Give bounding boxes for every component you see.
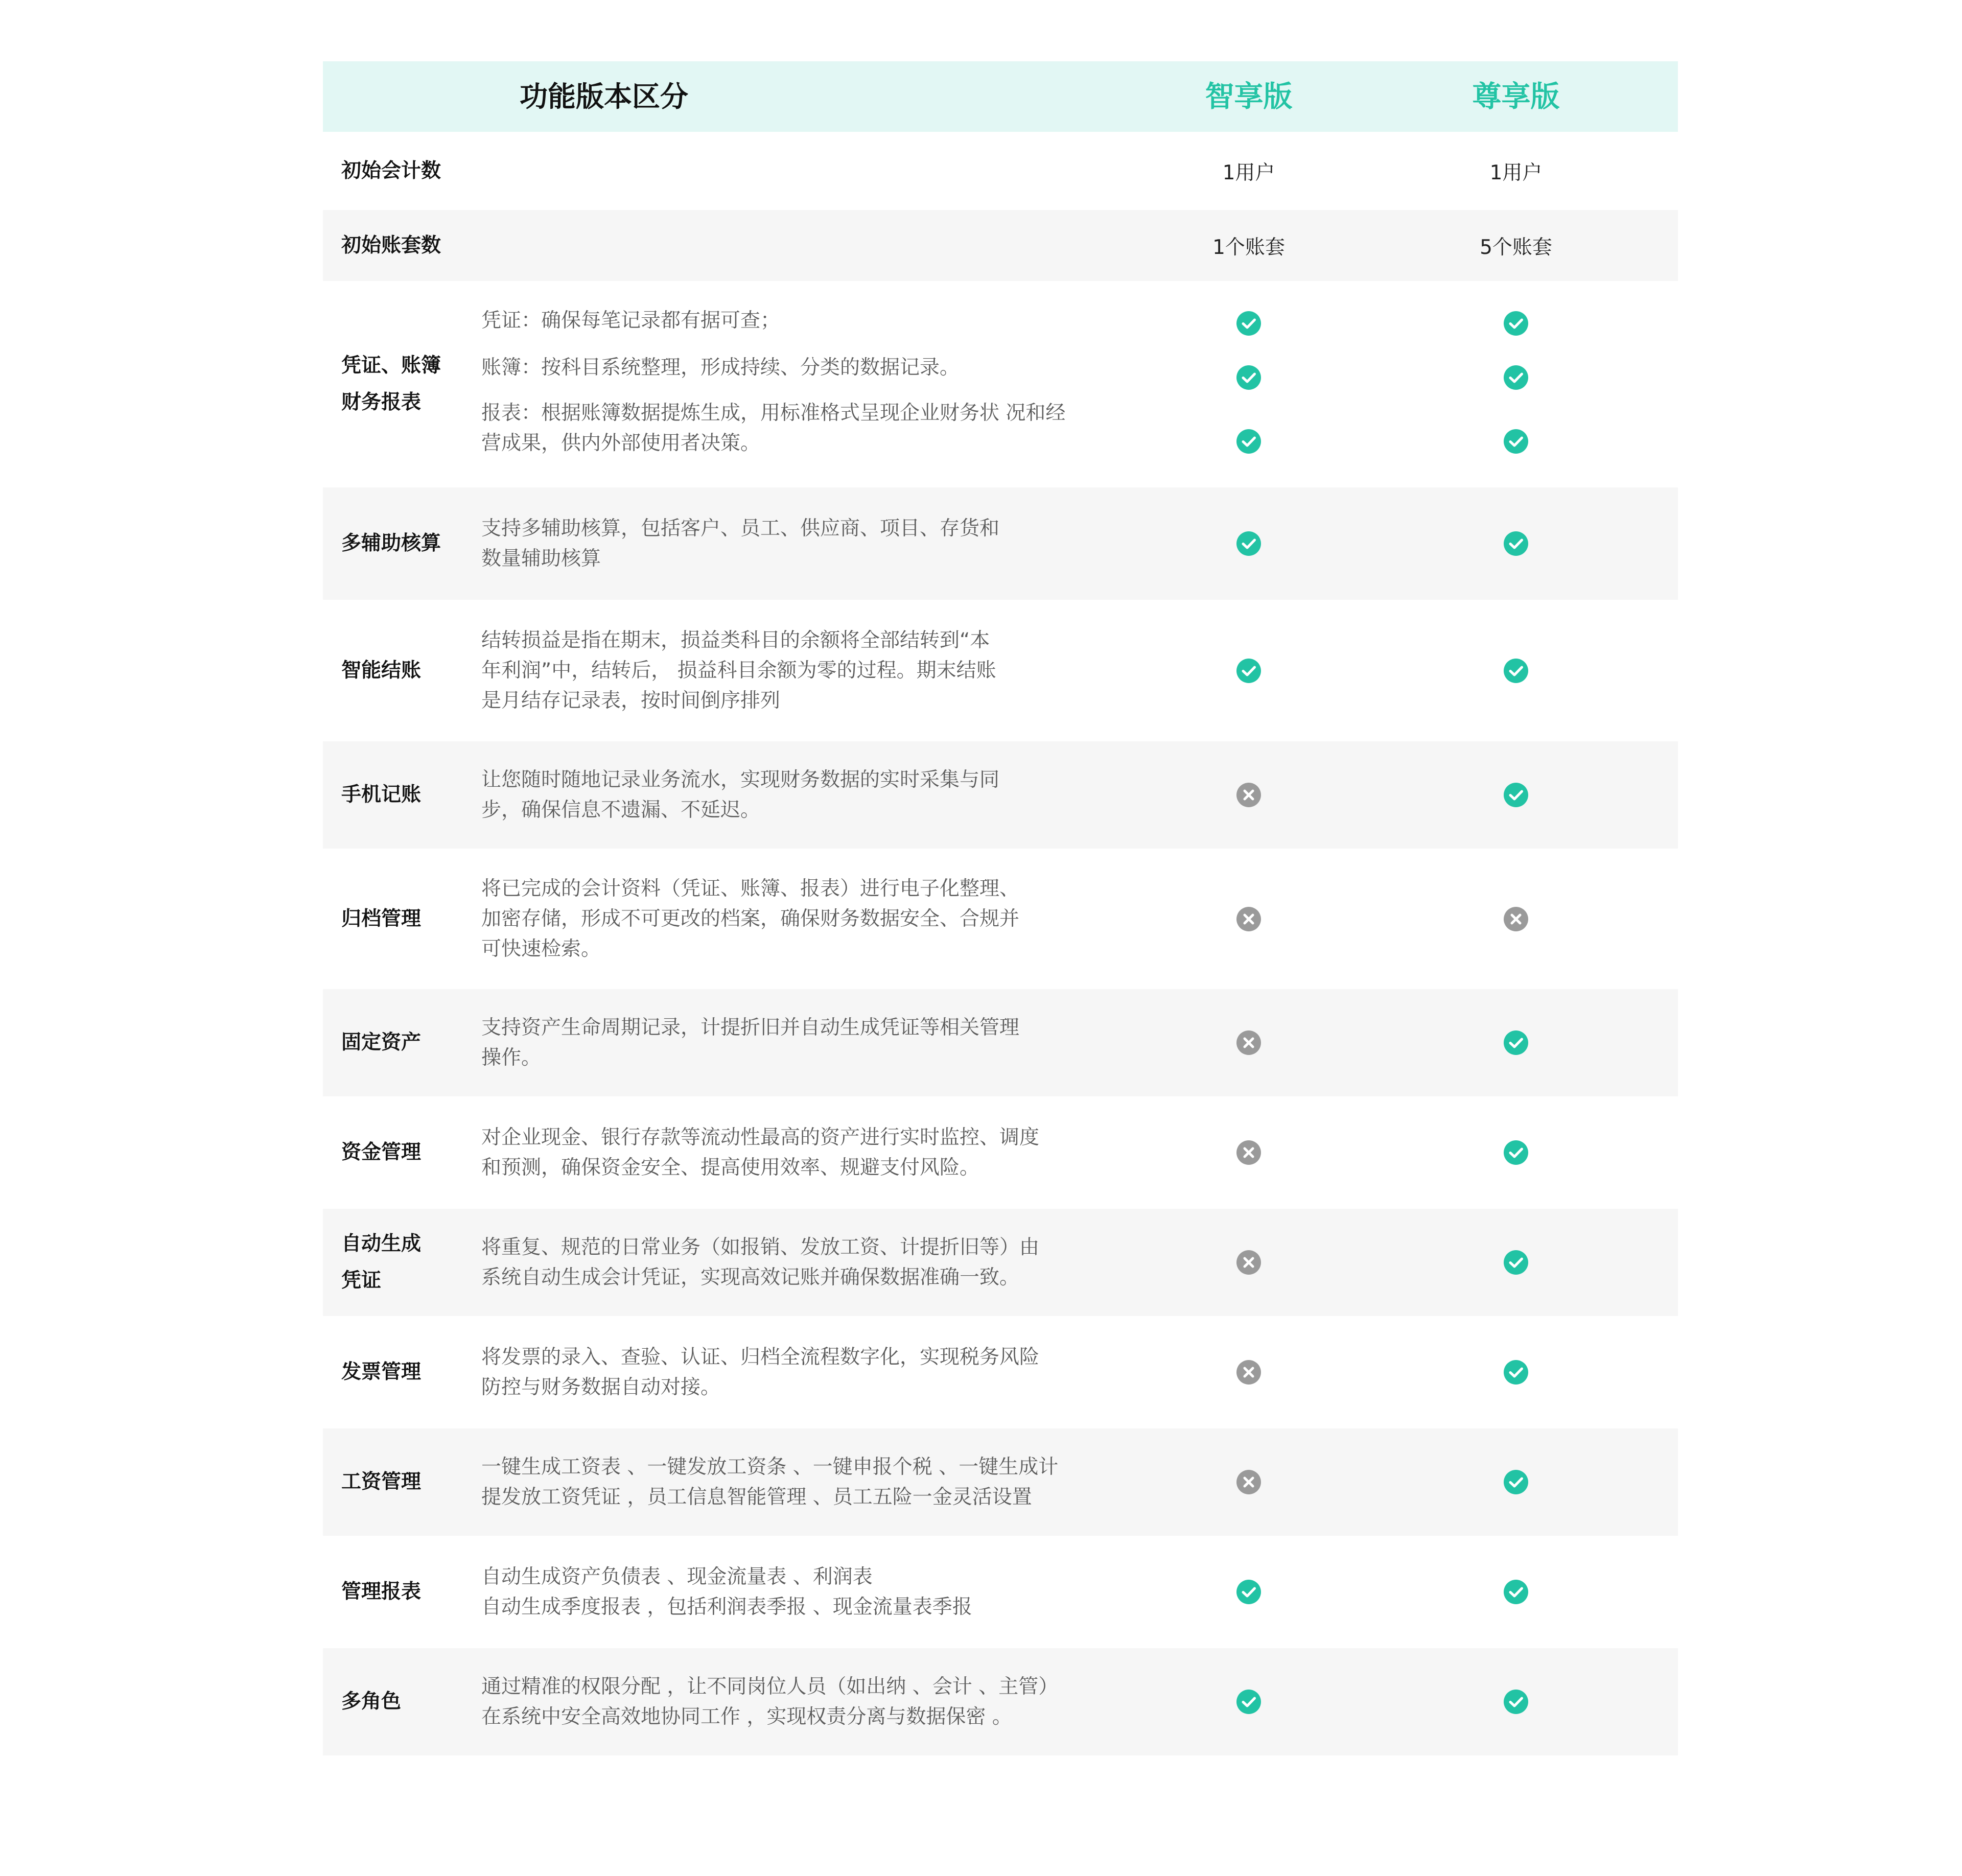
value-zunxiang	[1414, 1648, 1618, 1755]
table-title: 功能版本区分	[520, 80, 689, 113]
description-line: 报表：根据账簿数据提炼生成，用标准格式呈现企业财务状	[481, 402, 1000, 425]
value-zhixiang	[1147, 1648, 1351, 1755]
check-icon	[1503, 782, 1529, 808]
description-line: 将已完成的会计资料（凭证、账簿、报表）进行电子化整理、	[481, 877, 1020, 900]
feature-description	[481, 1316, 1079, 1428]
description-line: 在系统中安全高效地协同工作 ，实现权责分离与数据保密 。	[481, 1705, 1012, 1728]
table-row-multi-auxiliary	[323, 487, 1678, 600]
feature-name	[341, 1209, 469, 1316]
feature-description	[481, 1536, 1079, 1648]
feature-name-line: 智能结账	[341, 659, 422, 682]
cross-icon	[1236, 906, 1262, 932]
description-line: 凭证：确保每笔记录都有据可查；	[481, 309, 781, 332]
value-zunxiang	[1414, 1096, 1618, 1209]
description-line: 自动生成资产负债表 、现金流量表 、利润表	[481, 1565, 873, 1588]
check-icon	[1236, 429, 1262, 454]
check-icon	[1236, 1579, 1262, 1605]
description-line: 是月结存记录表，按时间倒序排列	[481, 689, 781, 712]
description-line: 加密存储，形成不可更改的档案，确保财务数据安全、合规并	[481, 907, 1020, 930]
feature-name	[341, 281, 469, 487]
feature-name-line: 凭证、账簿	[341, 354, 441, 377]
value-zhixiang	[1147, 741, 1351, 849]
check-icon	[1503, 311, 1529, 336]
check-icon	[1503, 1250, 1529, 1275]
table-row-multi-role	[323, 1648, 1678, 1755]
cross-icon	[1236, 1250, 1262, 1275]
feature-name-line: 管理报表	[341, 1580, 422, 1603]
check-icon	[1503, 1689, 1529, 1715]
table-row-smart-closing	[323, 600, 1678, 741]
cross-icon	[1236, 1140, 1262, 1165]
feature-name: 初始账套数	[341, 233, 441, 257]
feature-name-line: 多角色	[341, 1690, 402, 1713]
check-icon	[1503, 1140, 1529, 1165]
feature-comparison-table	[323, 61, 1678, 1755]
value-zhixiang: 1用户	[1222, 161, 1275, 184]
table-row-invoice-management	[323, 1316, 1678, 1428]
value-zhixiang	[1147, 1428, 1351, 1536]
feature-name-line: 资金管理	[341, 1141, 422, 1164]
feature-name-line: 多辅助核算	[341, 532, 441, 555]
feature-name: 初始会计数	[341, 159, 441, 182]
table-row-mobile-bookkeeping	[323, 741, 1678, 849]
description-line: 结转损益是指在期末，损益类科目的余额将全部结转到“本	[481, 629, 990, 652]
description-line: 自动生成季度报表 ，包括利润表季报 、现金流量表季报	[481, 1596, 972, 1619]
value-zhixiang	[1147, 600, 1351, 741]
cross-icon	[1236, 1030, 1262, 1056]
check-icon	[1236, 365, 1262, 390]
value-zunxiang	[1414, 741, 1618, 849]
check-icon	[1503, 365, 1529, 390]
check-icon	[1503, 531, 1529, 556]
value-zhixiang	[1147, 1316, 1351, 1428]
feature-description	[481, 1096, 1079, 1209]
table-row-initial-ledgers	[323, 210, 1678, 281]
check-icon	[1503, 658, 1529, 684]
description-line: 况和经营成果，供内外部使用者决策。	[481, 402, 1066, 455]
cross-icon	[1236, 1359, 1262, 1385]
description-line: 防控与财务数据自动对接。	[481, 1376, 721, 1399]
value-zhixiang: 1个账套	[1212, 236, 1285, 259]
feature-name	[341, 1096, 469, 1209]
description-line: 让您随时随地记录业务流水，实现财务数据的实时采集与同	[481, 768, 1000, 791]
table-row-vouchers-books-reports	[323, 281, 1678, 487]
feature-description	[481, 741, 1079, 849]
description-line: 数量辅助核算	[481, 547, 601, 570]
value-zunxiang	[1414, 1316, 1618, 1428]
feature-description	[481, 1428, 1079, 1536]
table-row-initial-accountants	[323, 132, 1678, 210]
value-zunxiang	[1414, 1428, 1618, 1536]
feature-description	[481, 353, 1079, 383]
feature-description	[481, 398, 1079, 458]
feature-name	[341, 1536, 469, 1648]
table-row-archive-management	[323, 849, 1678, 989]
feature-name	[341, 1316, 469, 1428]
cross-icon	[1236, 782, 1262, 808]
feature-name	[341, 1428, 469, 1536]
feature-description	[481, 306, 1079, 336]
column-header-zhixiang: 智享版	[1205, 80, 1293, 113]
feature-description	[481, 600, 1079, 741]
value-zhixiang	[1147, 849, 1351, 989]
description-line: 步，确保信息不遗漏、不延迟。	[481, 799, 761, 822]
table-row-fixed-assets	[323, 989, 1678, 1096]
feature-name-line: 归档管理	[341, 907, 422, 930]
value-zhixiang	[1147, 989, 1351, 1096]
description-line: 对企业现金、银行存款等流动性最高的资产进行实时监控、调度	[481, 1126, 1040, 1149]
description-line: 账簿：按科目系统整理，形成持续、分类的数据记录。	[481, 356, 960, 379]
feature-name	[341, 741, 469, 849]
feature-name-line: 手机记账	[341, 783, 422, 806]
description-line: 提发放工资凭证 ，员工信息智能管理 、员工五险一金灵活设置	[481, 1486, 1032, 1509]
feature-name-line: 固定资产	[341, 1031, 422, 1054]
column-header-zunxiang: 尊享版	[1472, 80, 1560, 113]
description-line: 支持多辅助核算，包括客户、员工、供应商、项目、存货和	[481, 517, 1000, 540]
value-zhixiang	[1147, 1096, 1351, 1209]
description-line: 可快速检索。	[481, 937, 601, 960]
check-icon	[1503, 429, 1529, 454]
feature-description	[481, 849, 1079, 989]
description-line: 年利润”中，结转后， 损益科目余额为零的过程。期末结账	[481, 659, 996, 682]
feature-description	[481, 989, 1079, 1096]
value-zunxiang	[1414, 487, 1618, 600]
feature-name-line: 自动生成	[341, 1232, 422, 1255]
value-zunxiang	[1414, 1536, 1618, 1648]
feature-name	[341, 989, 469, 1096]
description-line: 和预测，确保资金安全、提高使用效率、规避支付风险。	[481, 1156, 980, 1179]
description-line: 将重复、规范的日常业务（如报销、发放工资、计提折旧等）由	[481, 1236, 1040, 1259]
check-icon	[1503, 1469, 1529, 1495]
feature-name-line: 凭证	[341, 1269, 382, 1292]
feature-name	[341, 487, 469, 600]
check-icon	[1503, 1030, 1529, 1056]
feature-description	[481, 1209, 1079, 1316]
table-row-fund-management	[323, 1096, 1678, 1209]
cross-icon	[1503, 906, 1529, 932]
value-zunxiang: 5个账套	[1480, 236, 1552, 259]
description-line: 操作。	[481, 1046, 542, 1069]
table-row-auto-voucher	[323, 1209, 1678, 1316]
description-line: 支持资产生命周期记录，计提折旧并自动生成凭证等相关管理	[481, 1016, 1020, 1039]
table-header	[323, 61, 1678, 132]
feature-name	[341, 1648, 469, 1755]
cross-icon	[1236, 1469, 1262, 1495]
check-icon	[1236, 1689, 1262, 1715]
value-zunxiang	[1414, 1209, 1618, 1316]
feature-name-line: 发票管理	[341, 1361, 422, 1383]
feature-name	[341, 849, 469, 989]
feature-name-line: 工资管理	[341, 1470, 422, 1493]
value-zhixiang	[1147, 1536, 1351, 1648]
feature-description	[481, 1648, 1079, 1755]
description-line: 系统自动生成会计凭证，实现高效记账并确保数据准确一致。	[481, 1266, 1020, 1289]
feature-description	[481, 487, 1079, 600]
value-zunxiang	[1414, 849, 1618, 989]
table-row-payroll-management	[323, 1428, 1678, 1536]
feature-name-line: 财务报表	[341, 391, 422, 414]
value-zhixiang	[1147, 487, 1351, 600]
check-icon	[1503, 1579, 1529, 1605]
table-row-management-reports	[323, 1536, 1678, 1648]
check-icon	[1236, 658, 1262, 684]
description-line: 将发票的录入、查验、认证、归档全流程数字化，实现税务风险	[481, 1346, 1040, 1369]
value-zhixiang	[1147, 1209, 1351, 1316]
check-icon	[1236, 311, 1262, 336]
description-line: 一键生成工资表 、一键发放工资条 、一键申报个税 、一键生成计	[481, 1456, 1059, 1479]
value-zunxiang: 1用户	[1489, 161, 1543, 184]
value-zunxiang	[1414, 989, 1618, 1096]
description-line: 通过精准的权限分配 ，让不同岗位人员（如出纳 、会计 、主管）	[481, 1675, 1059, 1698]
check-icon	[1236, 531, 1262, 556]
check-icon	[1503, 1359, 1529, 1385]
feature-name	[341, 600, 469, 741]
value-zunxiang	[1414, 600, 1618, 741]
